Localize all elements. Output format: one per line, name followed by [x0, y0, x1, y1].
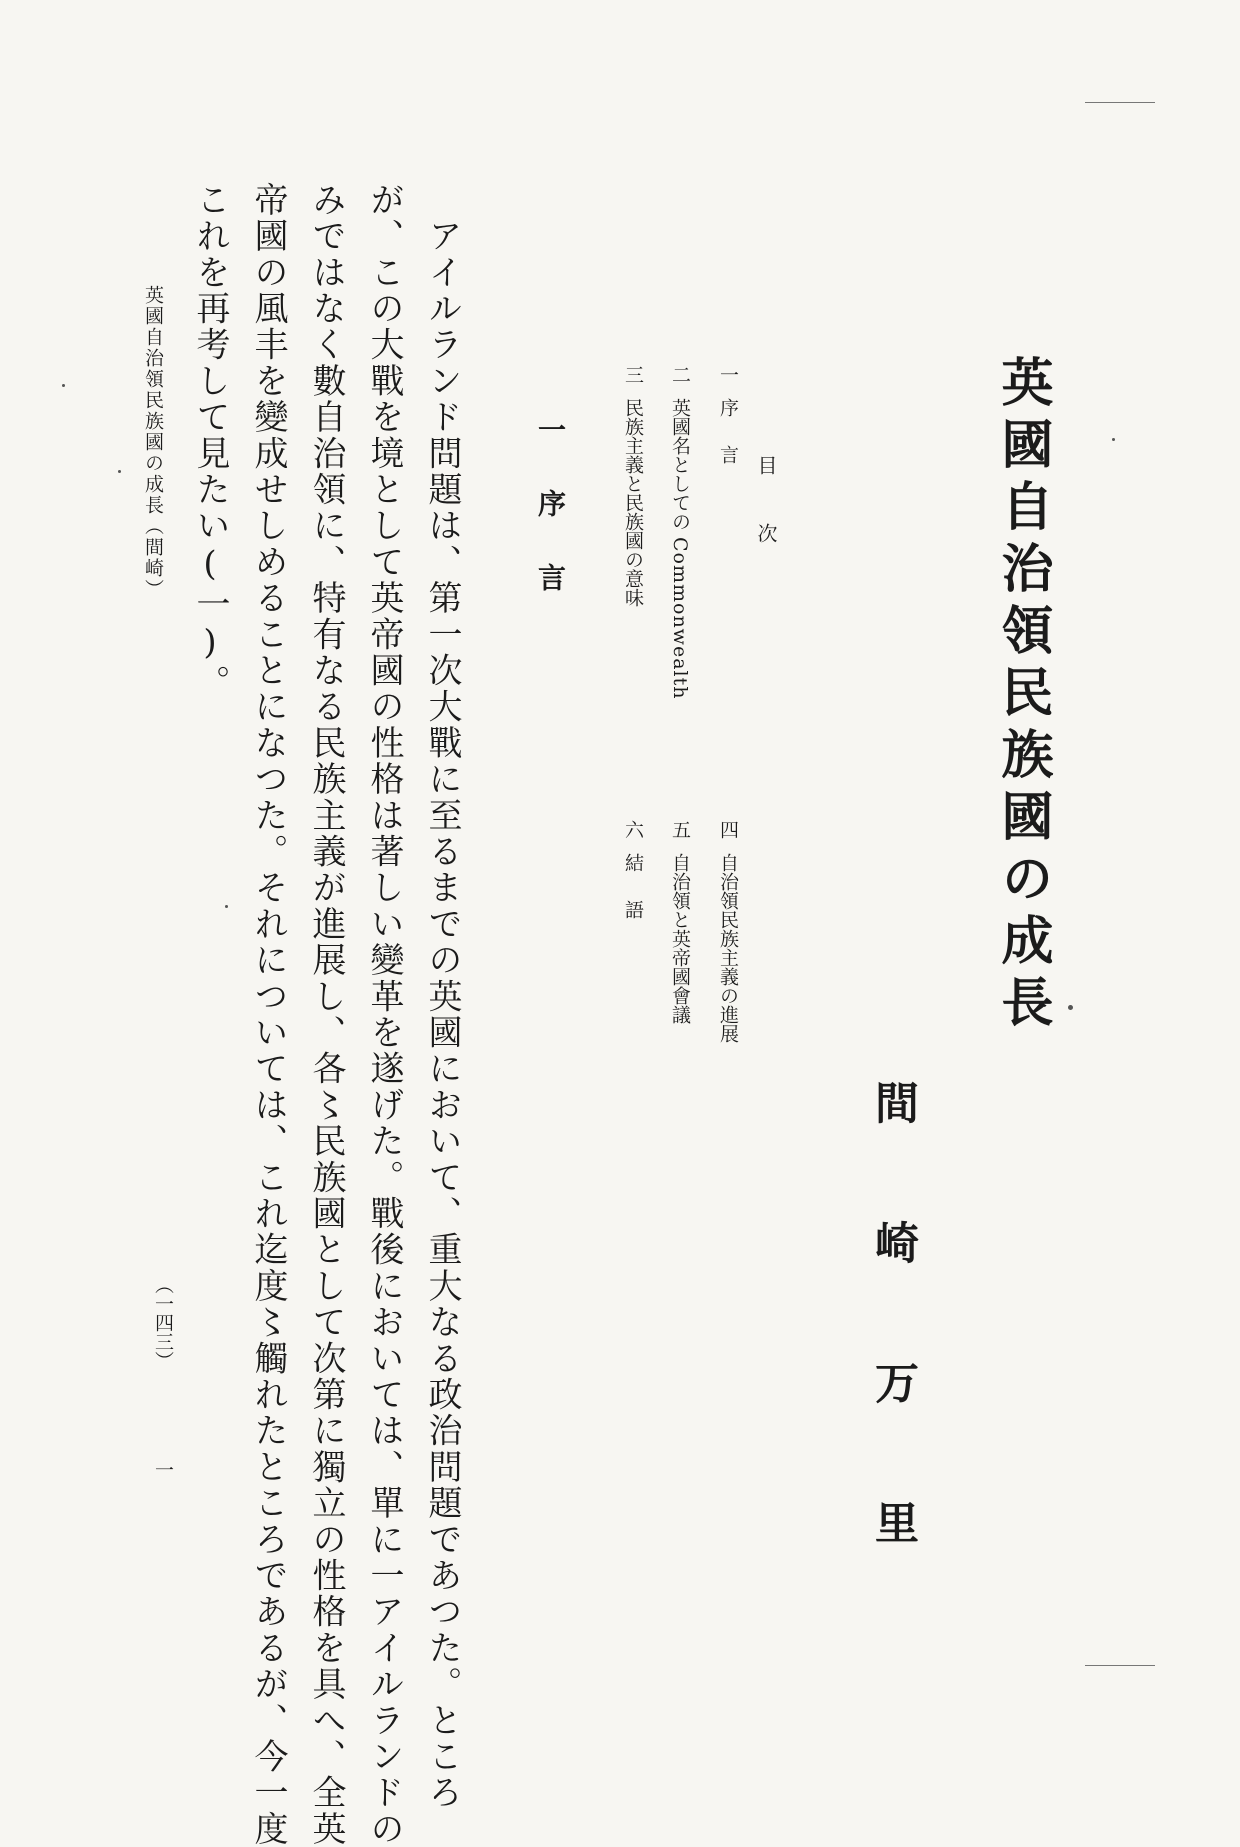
toc-item-3	[620, 365, 647, 607]
article-title: 英國自治領民族國の成長	[992, 355, 1053, 1037]
toc-item-number: 六	[622, 820, 644, 839]
toc-item-number: 五	[669, 820, 691, 839]
section-heading: 一序言	[534, 415, 567, 637]
article-author: 間崎万里	[867, 1080, 918, 1640]
toc-item-label: 自治領民族主義の進展	[717, 853, 739, 1043]
toc-item-5	[667, 820, 694, 1024]
body-column-1: アイルランド問題は、第一次大戰に至るまでの英國において、重大なる政治問題であつた。ところ	[422, 182, 462, 1811]
toc-item-2	[667, 365, 694, 699]
toc-item-label: 自治領と英帝國會議	[669, 853, 691, 1024]
bottom-right-rule	[1085, 1665, 1155, 1666]
toc-item-number: 三	[622, 365, 644, 384]
folio-number: 一	[152, 1460, 174, 1479]
toc-item-label: 民族主義と民族國の意味	[622, 398, 644, 607]
toc-item-number: 一	[717, 365, 739, 384]
toc-item-number: 四	[717, 820, 739, 839]
scan-speck	[62, 384, 65, 387]
toc-heading: 目次	[754, 455, 778, 591]
toc-item-6	[620, 820, 647, 947]
toc-item-4	[715, 820, 742, 1043]
scan-speck	[225, 905, 228, 908]
toc-item-1	[715, 365, 742, 492]
page-number: （一四三）	[152, 1275, 174, 1370]
body-column-3: みではなく數自治領に、特有なる民族主義が進展し、各〻民族國として次第に獨立の性格を具へ、全英	[306, 182, 346, 1847]
body-column-2: が、この大戰を境として英帝國の性格は著しい變革を遂げた。戰後においては、單に一アイルランドの	[364, 182, 404, 1847]
scan-speck	[1068, 1005, 1073, 1010]
body-column-4: 帝國の風丰を變成せしめることになつた。それについては、これ迄度〻觸れたところであるが、今一度	[248, 182, 288, 1847]
running-head: 英國自治領民族國の成長（間崎）	[142, 285, 164, 600]
scan-speck	[118, 470, 121, 473]
top-right-rule	[1085, 102, 1155, 103]
body-column-5: これを再考して見たい(一)。	[190, 182, 230, 701]
scan-speck	[1112, 438, 1115, 441]
toc-item-latin: Commonwealth	[669, 537, 691, 700]
toc-item-number: 二	[669, 365, 691, 384]
toc-item-label: 結語	[622, 853, 644, 947]
toc-item-label: 英國名としての	[669, 398, 691, 531]
toc-item-label: 序言	[717, 398, 739, 492]
